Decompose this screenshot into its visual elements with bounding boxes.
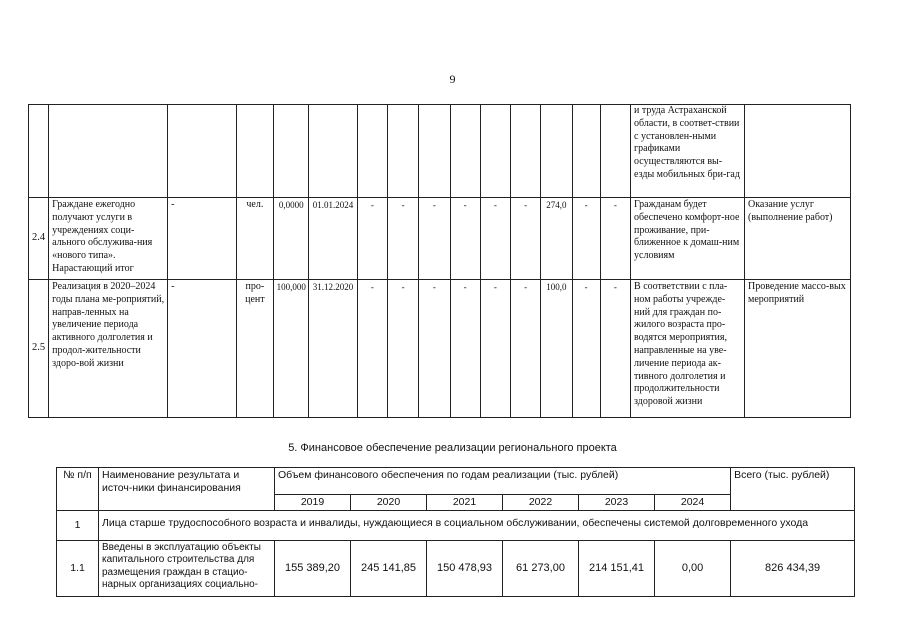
year-header: 2019 [275,495,351,511]
base-value: 0,0000 [274,198,309,280]
section-title: 5. Финансовое обеспечение реализации регионального проекта [288,442,617,454]
group-number: 1 [57,510,99,540]
year-value: - [511,280,541,418]
year-value: - [419,198,450,280]
year-value: - [511,198,541,280]
basis-cell: - [168,280,237,418]
page-number: 9 [449,72,456,86]
year-header: 2020 [351,495,427,511]
year-header: 2022 [503,495,579,511]
year-header: 2023 [579,495,655,511]
year-value: - [388,198,419,280]
header-name: Наименование результата и источ-ники финансирования [99,468,275,511]
year-value: - [450,280,480,418]
result-cell: Гражданам будет обеспечено комфорт-ное проживание, при-ближенное к домаш-ним условиям [631,198,745,280]
row-number: 1.1 [57,540,99,596]
year-value: 274,0 [541,198,572,280]
group-title: Лица старше трудоспособного возраста и инвалиды, нуждающиеся в социальном обслуживании, обеспечены системой долговременного ухода [99,510,855,540]
year-amount: 245 141,85 [351,540,427,596]
extra-value: - [572,198,600,280]
base-date: 31.12.2020 [309,280,357,418]
year-amount: 0,00 [655,540,731,596]
year-amount: 61 273,00 [503,540,579,596]
table-row [29,198,851,280]
result-cell: В соответствии с пла-ном работы учрежде-ний для граждан по-жилого возраста про-водятся мероприятия, направленные на уве-личение периода ак-тивного долголетия и продолжительности здоровой жизни [631,280,745,418]
unit-cell: чел. [236,198,273,280]
table-row [29,280,851,418]
year-value: - [480,198,510,280]
year-value: - [357,280,387,418]
result-cell: и труда Астраханской области, в соответ-ствии с установлен-ными графиками осуществляются вы-езды мобильных бри-гад [631,105,745,198]
indicators-table [28,104,851,418]
year-value: - [357,198,387,280]
header-num: № п/п [57,468,99,511]
extra-value: - [600,280,630,418]
base-value: 100,000 [274,280,309,418]
finance-table [56,467,855,597]
year-value: - [419,280,450,418]
row-number: 2.5 [29,280,49,418]
indicator-name: Реализация в 2020–2024 годы плана ме-роприятий, направ-ленных на увеличение периода активного долголетия и продол-жительности здоро-вой жизни [49,280,168,418]
type-cell: Проведение массо-вых мероприятий [745,280,851,418]
year-value: - [388,280,419,418]
basis-cell: - [168,198,237,280]
total-amount: 826 434,39 [731,540,855,596]
indicator-name: Граждане ежегодно получают услуги в учреждениях соци-ального обслужива-ния «нового типа». Нарастающий итог [49,198,168,280]
header-row [57,468,855,495]
year-amount: 214 151,41 [579,540,655,596]
type-cell: Оказание услуг (выполнение работ) [745,198,851,280]
extra-value: - [572,280,600,418]
group-row [57,510,855,540]
year-value: - [480,280,510,418]
extra-value: - [600,198,630,280]
year-header: 2021 [427,495,503,511]
year-value: - [450,198,480,280]
year-header: 2024 [655,495,731,511]
table-row [57,540,855,596]
year-amount: 150 478,93 [427,540,503,596]
year-value: 100,0 [541,280,572,418]
table-row [29,105,851,198]
header-total: Всего (тыс. рублей) [731,468,855,511]
unit-cell: про-цент [236,280,273,418]
row-number: 2.4 [29,198,49,280]
year-amount: 155 389,20 [275,540,351,596]
result-name: Введены в эксплуатацию объекты капитального строительства для размещения граждан в стацио-нарных организациях социально- [99,540,275,596]
header-volume: Объем финансового обеспечения по годам реализации (тыс. рублей) [275,468,731,495]
base-date: 01.01.2024 [309,198,357,280]
